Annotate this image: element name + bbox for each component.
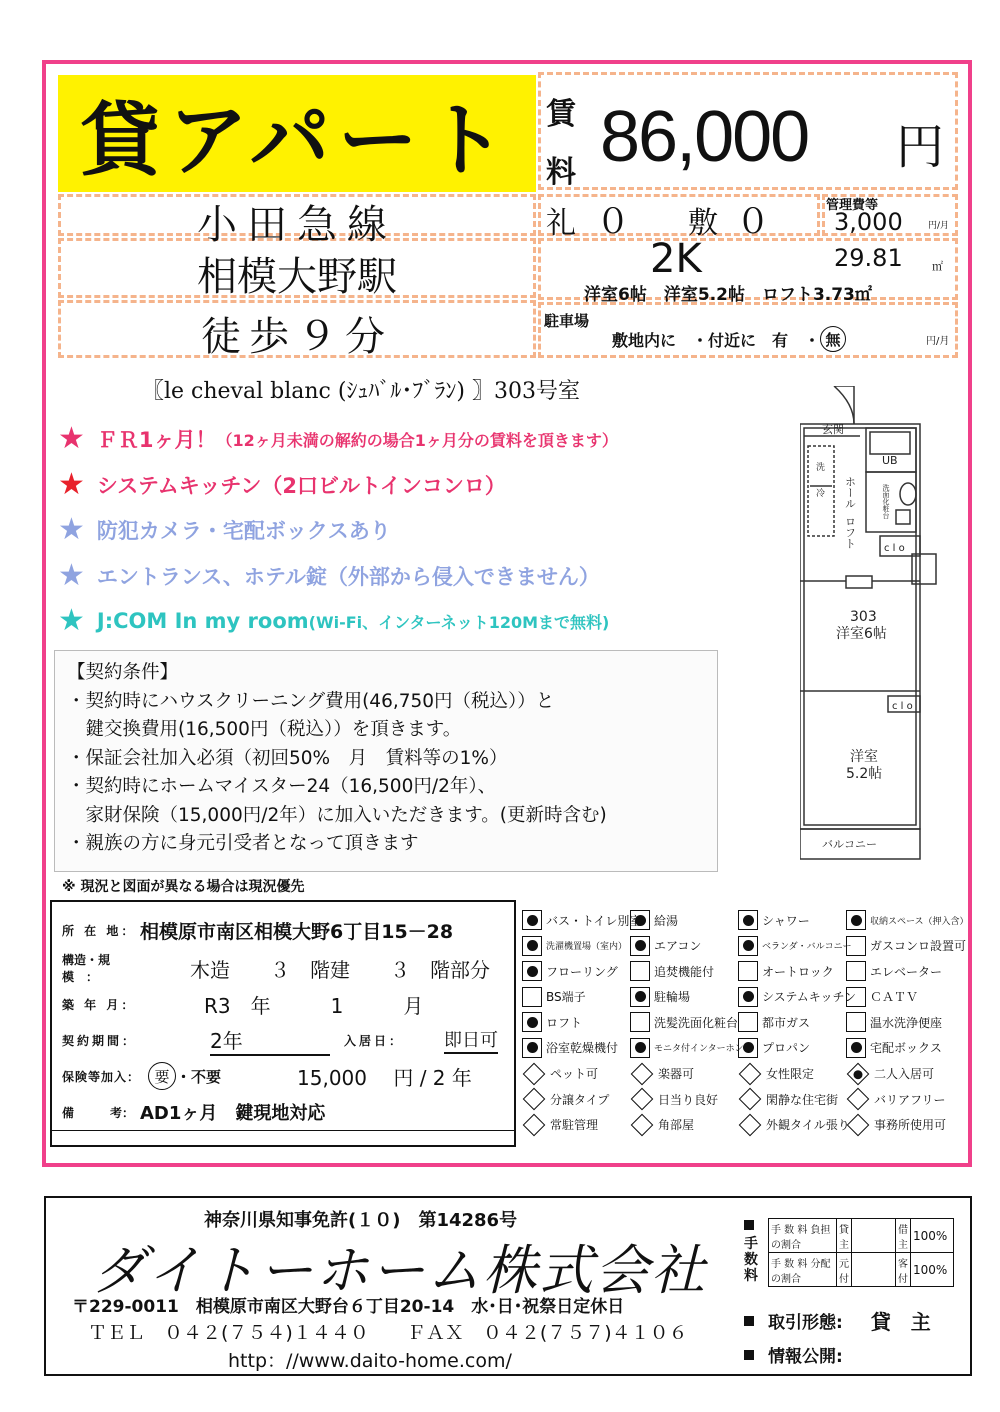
- condition-label: 女性限定: [766, 1067, 815, 1081]
- equipment-label: 駐輪場: [654, 990, 691, 1004]
- equipment-item[interactable]: [630, 936, 701, 956]
- parking-none-circled: 無: [820, 326, 846, 352]
- checked-box-icon[interactable]: [738, 987, 758, 1007]
- condition-label: 常駐管理: [550, 1118, 599, 1132]
- address-value: 相模原市南区相模大野6丁目15－28: [140, 920, 454, 943]
- plan-room-2-b: 5.2帖: [846, 766, 883, 782]
- fee-label-text: 手数料: [744, 1236, 758, 1284]
- row-built: [52, 986, 514, 1022]
- terms-line: ・保証会社加入必須（初回50% 月 賃料等の1%）: [67, 747, 508, 769]
- unchecked-box-icon[interactable]: [738, 1012, 758, 1032]
- plan-balcony: バルコニー: [822, 838, 877, 851]
- feature-text: エントランス、ホテル錠（外部から侵入できません）: [96, 565, 600, 589]
- title-banner: [58, 75, 536, 192]
- room-breakdown: 洋室6帖 洋室5.2帖 ロフト3.73㎡: [584, 285, 872, 305]
- mgmt-unit: 円/月: [928, 221, 950, 231]
- company-phone: ＴＥＬ ０４２(７５４)１４４０ ＦＡＸ ０４２(７５７)４１０６: [88, 1322, 688, 1344]
- equipment-label: エレベーター: [870, 964, 943, 979]
- plan-loft: ロフト: [843, 516, 857, 549]
- equipment-item[interactable]: [522, 936, 627, 956]
- terms-line: ・契約時にホームマイスター24（16,500円/2年）、: [67, 776, 497, 797]
- fee-row2-blank: [852, 1253, 896, 1287]
- structure-label: 構造・規模 ：: [62, 953, 111, 984]
- rent-label: [546, 86, 576, 202]
- terms-heading: 【契約条件】: [67, 662, 179, 683]
- condition-item[interactable]: [738, 1116, 850, 1133]
- condition-item[interactable]: [522, 1116, 598, 1133]
- equipment-item[interactable]: [630, 910, 678, 930]
- key-money: ０: [596, 202, 630, 242]
- star-icon: ★: [58, 467, 85, 502]
- deposit-value: ０: [736, 202, 770, 242]
- condition-item[interactable]: [738, 1091, 838, 1108]
- terms-line: ・親族の方に身元引受者となって頂きます: [67, 833, 419, 854]
- condition-item[interactable]: [522, 1065, 598, 1082]
- row-structure: [52, 950, 514, 986]
- equipment-label: BS端子: [546, 990, 586, 1004]
- address-label: 所 在 地：: [62, 923, 137, 938]
- feature-text: ＦＲ1ヶ月！: [96, 428, 217, 452]
- fee-row1-landlord: 貸主: [837, 1219, 852, 1253]
- unchecked-diamond-icon[interactable]: [631, 1088, 654, 1111]
- condition-item[interactable]: [522, 1091, 609, 1108]
- terms-line: 家財保険（15,000円/2年）に加入いただきます。(更新時含む): [67, 804, 607, 826]
- fee-table: [768, 1218, 954, 1287]
- checked-box-icon[interactable]: [630, 936, 650, 956]
- equipment-label: プロパン: [762, 1041, 811, 1055]
- condition-label: 日当り良好: [658, 1092, 719, 1107]
- layout-type: 2K: [650, 236, 702, 282]
- condition-item[interactable]: [630, 1065, 694, 1082]
- company-address: 〒229-0011 相模原市南区大野台６丁目20-14 水･日･祝祭日定休日: [72, 1297, 625, 1317]
- parking-text: 敷地内に ・付近に 有 ・: [612, 330, 821, 350]
- property-type-title: 貸アパート: [80, 94, 514, 187]
- parking-unit: 円/月: [926, 336, 950, 347]
- disclosure-bullet: [744, 1350, 754, 1360]
- fee-label: [744, 1220, 758, 1284]
- plan-room-number: 303: [850, 609, 877, 625]
- plan-door: [834, 386, 854, 424]
- row-address: [52, 912, 514, 948]
- equipment-label: ガスコンロ設置可: [870, 939, 967, 953]
- feature-text: システムキッチン（2口ビルトインコンロ）: [96, 474, 506, 498]
- condition-label: 外観タイル張り: [766, 1118, 850, 1132]
- feature-item: [58, 603, 610, 638]
- equipment-item[interactable]: [630, 1038, 744, 1058]
- insurance-optional: ・不要: [176, 1067, 222, 1086]
- equipment-label: 洗髪洗面化粧台: [654, 1015, 739, 1030]
- star-icon: ★: [58, 512, 85, 547]
- equipment-item[interactable]: [846, 961, 942, 981]
- insurance-label: 保険等加入：: [62, 1069, 141, 1084]
- unchecked-box-icon[interactable]: [522, 987, 542, 1007]
- feature-text: 防犯カメラ・宅配ボックスあり: [96, 519, 391, 543]
- floor-area: 29.81: [834, 244, 903, 272]
- row-remarks: [52, 1094, 514, 1130]
- insurance-fee: 15,000 円 / 2 年: [297, 1065, 472, 1090]
- equipment-item[interactable]: [522, 987, 586, 1007]
- feature-subtext: （12ヶ月未満の解約の場合1ヶ月分の賃料を頂きます）: [216, 430, 618, 450]
- parking-label: 駐車場: [544, 312, 590, 330]
- feature-text: J:COM In my room: [96, 609, 309, 633]
- floor-plan: [800, 386, 938, 876]
- key-money-label: 礼: [546, 206, 576, 241]
- equipment-label: 浴室乾燥機付: [546, 1041, 619, 1055]
- star-icon: ★: [58, 603, 85, 638]
- condition-label: 分譲タイプ: [550, 1092, 610, 1107]
- info-disclosure: [744, 1342, 843, 1367]
- fee-row2-origin: 元付: [837, 1253, 852, 1287]
- plan-entrance: 玄関: [822, 423, 844, 436]
- equipment-label: 宅配ボックス: [870, 1041, 942, 1055]
- fee-row1-label: 手 数 料 負担の割合: [769, 1219, 837, 1253]
- remarks-value: AD1ヶ月 鍵現地対応: [140, 1103, 326, 1124]
- unchecked-diamond-icon[interactable]: [523, 1113, 546, 1136]
- unchecked-diamond-icon[interactable]: [523, 1088, 546, 1111]
- plan-washstand: 洗面化粧台: [882, 484, 890, 519]
- unchecked-box-icon[interactable]: [846, 961, 866, 981]
- transaction-mode: [744, 1306, 931, 1335]
- checked-box-icon[interactable]: [522, 910, 542, 930]
- company-license: 神奈川県知事免許(１０) 第14286号: [204, 1210, 518, 1231]
- fee-row2-client: 客付: [896, 1253, 911, 1287]
- unchecked-box-icon[interactable]: [846, 987, 866, 1007]
- equipment-item[interactable]: [738, 987, 856, 1007]
- checked-box-icon[interactable]: [630, 987, 650, 1007]
- remarks-label: 備 考：: [62, 1105, 135, 1120]
- feature-item: [58, 467, 506, 502]
- condition-item[interactable]: [630, 1116, 694, 1133]
- checked-box-icon[interactable]: [522, 1038, 542, 1058]
- period-label: 契約期間：: [62, 1033, 138, 1048]
- mode-bullet: [744, 1316, 754, 1326]
- insurance-required: 要: [148, 1062, 176, 1090]
- unchecked-diamond-icon[interactable]: [523, 1062, 546, 1085]
- row-insurance: [52, 1058, 514, 1094]
- table-bottom-rule: [52, 1130, 514, 1131]
- company-name: ダイトーホーム株式会社: [92, 1239, 707, 1302]
- company-url[interactable]: http：//www.daito-home.com/: [228, 1350, 512, 1372]
- equipment-item[interactable]: [522, 961, 618, 981]
- plan-ub: UB: [882, 454, 898, 467]
- walk-time: 徒歩９分: [201, 314, 393, 360]
- unchecked-box-icon[interactable]: [846, 936, 866, 956]
- contract-terms: [54, 650, 718, 872]
- mgmt-label: 管理費等: [826, 198, 879, 213]
- equipment-item[interactable]: [738, 961, 834, 981]
- rent-label-2: 料: [546, 155, 576, 190]
- plan-closet-2: c l o: [892, 701, 913, 712]
- fee-row2-value: 100%: [911, 1253, 954, 1287]
- star-icon: ★: [58, 421, 85, 456]
- unchecked-diamond-icon[interactable]: [739, 1088, 762, 1111]
- equipment-item[interactable]: [738, 910, 810, 930]
- condition-label: 閑静な住宅街: [766, 1092, 839, 1107]
- condition-label: ペット可: [550, 1067, 599, 1081]
- plan-closet-1: c l o: [884, 543, 905, 554]
- station-name: 相模大野駅: [197, 254, 397, 300]
- mgmt-value: 3,000: [834, 208, 903, 236]
- equipment-item[interactable]: [738, 936, 852, 956]
- equipment-label: ベランダ・バルコニー: [762, 942, 852, 952]
- parking-availability: [612, 326, 846, 352]
- unchecked-box-icon[interactable]: [738, 961, 758, 981]
- fee-row1-value: 100%: [911, 1219, 954, 1253]
- equipment-label: システムキッチン: [762, 990, 856, 1004]
- unchecked-diamond-icon[interactable]: [847, 1113, 870, 1136]
- plan-wash: 洗: [816, 463, 826, 473]
- checked-diamond-icon[interactable]: [847, 1062, 870, 1085]
- plan-hall: ホール: [843, 476, 857, 509]
- equipment-label: エアコン: [654, 939, 702, 953]
- deposit-box: [538, 194, 820, 236]
- deposit-label: 敷: [688, 206, 718, 241]
- unchecked-diamond-icon[interactable]: [847, 1088, 870, 1111]
- condition-label: 二人入居可: [874, 1067, 935, 1081]
- equipment-label: ロフト: [546, 1015, 583, 1030]
- checked-box-icon[interactable]: [738, 1038, 758, 1058]
- plan-room-2-a: 洋室: [850, 749, 878, 765]
- equipment-label: モニタ付インターホン: [654, 1044, 744, 1054]
- area-unit: ㎡: [932, 260, 943, 273]
- condition-item[interactable]: [846, 1065, 934, 1082]
- equipment-label: ＣＡＴＶ: [870, 990, 919, 1004]
- mode-label: 取引形態:: [768, 1313, 843, 1333]
- equipment-label: フローリング: [546, 964, 618, 979]
- terms-line: 鍵交換費用(16,500円（税込））を頂きます。: [67, 719, 462, 740]
- condition-item[interactable]: [630, 1091, 718, 1108]
- built-value: R3 年 1 月: [204, 993, 424, 1018]
- checked-box-icon[interactable]: [738, 910, 758, 930]
- condition-item[interactable]: [846, 1091, 946, 1108]
- equipment-item[interactable]: [846, 910, 969, 930]
- feature-item: [58, 558, 600, 593]
- checked-box-icon[interactable]: [630, 1038, 650, 1058]
- equipment-item[interactable]: [630, 987, 690, 1007]
- terms-line: ・契約時にハウスクリーニング費用(46,750円（税込））と: [67, 690, 555, 712]
- equipment-item[interactable]: [738, 1038, 810, 1058]
- disclaimer-note: ※ 現況と図面が異なる場合は現況優先: [62, 879, 305, 895]
- star-icon: ★: [58, 558, 85, 593]
- equipment-label: 追焚機能付: [654, 964, 715, 979]
- unchecked-box-icon[interactable]: [630, 961, 650, 981]
- condition-label: 楽器可: [658, 1067, 695, 1081]
- checked-box-icon[interactable]: [846, 910, 866, 930]
- checked-box-icon[interactable]: [846, 1038, 866, 1058]
- unchecked-diamond-icon[interactable]: [631, 1062, 654, 1085]
- condition-label: 事務所使用可: [874, 1118, 947, 1132]
- fee-bullet: [744, 1220, 754, 1230]
- condition-label: 角部屋: [658, 1118, 695, 1132]
- equipment-label: 洗濯機置場（室内）: [546, 942, 628, 952]
- unchecked-diamond-icon[interactable]: [739, 1113, 762, 1136]
- condition-label: バリアフリー: [874, 1092, 946, 1107]
- equipment-item[interactable]: [630, 961, 714, 981]
- row-period: [52, 1022, 514, 1058]
- rent-unit: 円: [896, 119, 945, 175]
- train-line: 小田急線: [197, 202, 397, 248]
- unchecked-box-icon[interactable]: [630, 1012, 650, 1032]
- equipment-label: オートロック: [762, 964, 834, 979]
- equipment-label: バス・トイレ別室: [546, 913, 642, 928]
- property-info-table: [50, 900, 516, 1147]
- fee-row2-label: 手 数 料 分配の割合: [769, 1253, 837, 1287]
- equipment-label: シャワー: [762, 913, 810, 928]
- equipment-item[interactable]: [738, 1012, 810, 1032]
- equipment-item[interactable]: [630, 1012, 738, 1032]
- structure-value: 木造 ３ 階建 ３ 階部分: [190, 957, 490, 982]
- equipment-item[interactable]: [846, 1012, 942, 1032]
- rent-label-1: 賃: [546, 97, 576, 132]
- movein-label: 入居日：: [344, 1033, 405, 1048]
- checked-box-icon[interactable]: [522, 936, 542, 956]
- condition-item[interactable]: [738, 1065, 814, 1082]
- equipment-item[interactable]: [522, 1012, 582, 1032]
- period-value: 2年: [210, 1025, 330, 1056]
- fee-row1-tenant: 借主: [896, 1219, 911, 1253]
- unchecked-diamond-icon[interactable]: [739, 1062, 762, 1085]
- equipment-item[interactable]: [846, 987, 918, 1007]
- equipment-label: 都市ガス: [762, 1015, 811, 1030]
- plan-refrigerator: 冷: [816, 489, 826, 499]
- movein-value: 即日可: [444, 1026, 498, 1054]
- equipment-label: 温水洗浄便座: [870, 1015, 943, 1030]
- feature-subtext: (Wi-Fi、インターネット120Mまで無料): [308, 612, 610, 632]
- mode-value: 貸 主: [870, 1310, 931, 1334]
- fee-row1-blank: [852, 1219, 896, 1253]
- terms-lines: [67, 688, 705, 859]
- checked-box-icon[interactable]: [522, 1012, 542, 1032]
- checked-box-icon[interactable]: [630, 910, 650, 930]
- checked-box-icon[interactable]: [522, 961, 542, 981]
- unchecked-box-icon[interactable]: [846, 1012, 866, 1032]
- checked-box-icon[interactable]: [738, 936, 758, 956]
- disclosure-label: 情報公開:: [768, 1347, 843, 1367]
- condition-item[interactable]: [846, 1116, 946, 1133]
- feature-item: [58, 421, 618, 456]
- unchecked-diamond-icon[interactable]: [631, 1113, 654, 1136]
- equipment-item[interactable]: [846, 936, 966, 956]
- equipment-item[interactable]: [846, 1038, 942, 1058]
- equipment-item[interactable]: [522, 910, 641, 930]
- equipment-label: 給湯: [654, 913, 679, 928]
- feature-item: [58, 512, 391, 547]
- equipment-label: 収納スペース（押入含）: [870, 916, 969, 927]
- equipment-item[interactable]: [522, 1038, 618, 1058]
- built-label: 築 年 月：: [62, 997, 137, 1012]
- property-name: 〖le cheval blanc (ｼｭﾊﾞﾙ･ﾌﾞﾗﾝ) 〗303号室: [142, 379, 581, 404]
- rent-value: 86,000: [600, 97, 809, 177]
- plan-room-1: 洋室6帖: [836, 626, 887, 642]
